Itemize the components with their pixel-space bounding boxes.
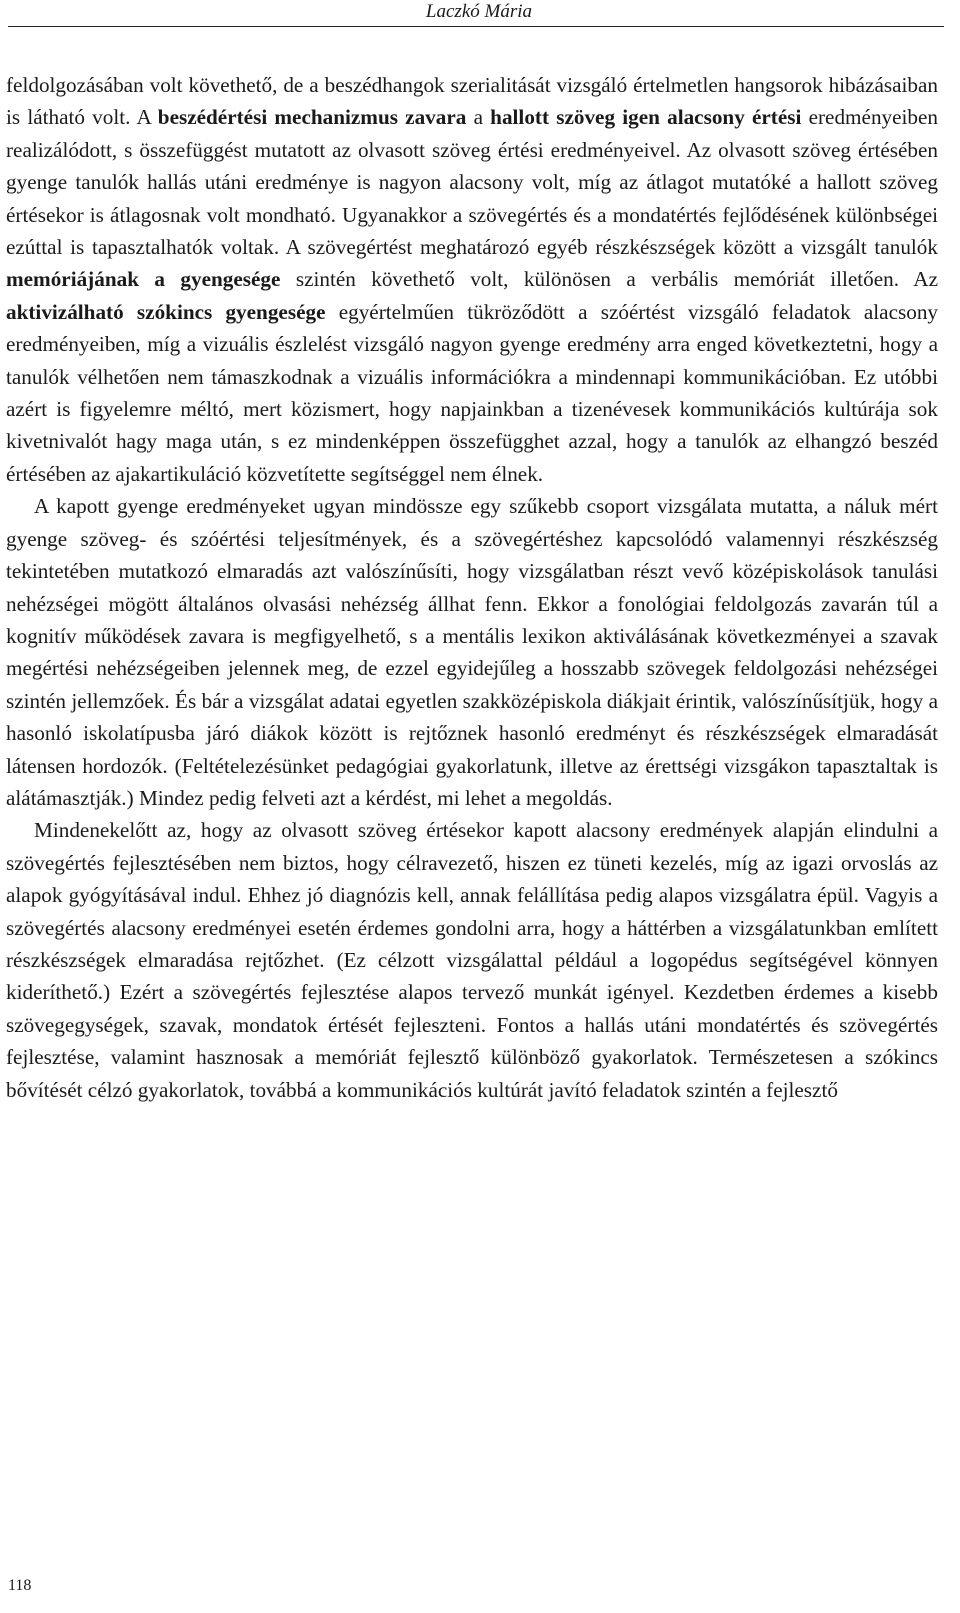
page-number: 118 [8,1577,32,1594]
text-segment: Mindenekelőtt az, hogy az olvasott szöveg értésekor kapott alacsony eredmények alapján elindulni a szövegértés fejlesztésében nem biztos, hogy célravezető, hiszen ez tüneti kezelés, míg az igazi orvoslás az alapok gyógyításával indul. Ehhez jó diagnózis kell, annak felállítása pedig alapos vizsgálatra épül. Vagyis a szövegértés alacsony eredményei esetén érdemes gondolni arra, hogy a háttérben a vizsgálatunkban említett részkészségek elmaradása rejtőzhet. (Ez célzott vizsgálattal például a logopédus segítségével könnyen kideríthető.) Ezért a szövegértés fejlesztése alapos tervező munkát igényel. Kezdetben érdemes a kisebb szövegegységek, szavak, mondatok értését fejleszteni. Fontos a hallás utáni mondatértés és szövegértés fejlesztése, valamint hasznosak a memóriát fejlesztő különböző gyakorlatok. Természetesen a szókincs bővítését célzó gyakorlatok, továbbá a kommunikációs kultúrát javító feladatok szintén a fejlesztő [6,818,938,1102]
paragraph-1 [6,69,938,490]
bold-term: beszédértési mechanizmus zavara [157,105,467,130]
text-segment: A kapott gyenge eredményeket ugyan mindössze egy szűkebb csoport vizsgálata mutatta, a náluk mért gyenge szöveg- és szóértési teljesítmények, és a szövegértéshez kapcsolódó valamennyi részkészség tekintetében mutatkozó elmaradás azt valószínűsíti, hogy vizsgálatban részt vevő középiskolások tanulási nehézségei mögött általános olvasási nehézség állhat fenn. Ekkor a fonológiai feldolgozás zavarán túl a kognitív működések zavara is megfigyelhető, s a mentális lexikon aktiválásának következményei a szavak megértési nehézségeiben jelennek meg, de ezzel egyidejűleg a hosszabb szövegek feldolgozási nehézségei szintén jellemzőek. És bár a vizsgálat adatai egyetlen szakközépiskola diákjait érintik, valószínűsítjük, hogy a hasonló iskolatípusba járó diákok között is rejtőznek hasonló eredményt és részkészségek elmaradását látensen hordozók. (Feltételezésünket pedagógiai gyakorlatunk, illetve az érettségi vizsgákon tapasztaltak is alátámasztják.) Mindez pedig felveti azt a kérdést, mi lehet a megoldás. [6,494,938,810]
paragraph-3 [6,814,938,1106]
running-header-title: Laczkó Mária [425,1,532,22]
text-segment: szintén követhető volt, különösen a verbális memóriát illetően. Az [280,267,938,292]
text-segment: a [466,105,491,130]
text-segment: egyértelműen tükröződött a szóértést vizsgáló feladatok alacsony eredményeiben, míg a vizuális észlelést vizsgáló nagyon gyenge eredmény arra enged következtetni, hogy a tanulók vélhetően nem támaszkodnak a vizuális információkra a mindennapi kommunikációban. Ez utóbbi azért is figyelemre méltó, mert közismert, hogy napjainkban a tizenévesek kommunikációs kultúrája sok kivetnivalót hagy maga után, s ez mindenképpen összefügghet azzal, hogy a tanulók az elhangzó beszéd értésében az ajakartikuláció közvetítette segítséggel nem élnek. [6,299,939,486]
bold-term: memóriájának a gyengesége [6,267,281,292]
text-segment: eredményeiben realizálódott, s összefüggést mutatott az olvasott szöveg értési eredményeivel. Az olvasott szöveg értésében gyenge tanulók hallás utáni eredménye is nagyon alacsony volt, míg az átlagot mutatóké a hallott szöveg értésekor is átlagosnak volt mondható. Ugyanakkor a szövegértés és a mondatértés fejlődésének különbségei ezúttal is tapasztalhatók voltak. A szövegértést meghatározó egyéb részkészségek között a vizsgált tanulók [6,105,939,260]
running-header [8,0,944,27]
bold-term: aktivizálható szókincs gyengesége [6,299,326,324]
paragraph-2 [6,490,938,814]
bold-term: hallott szöveg igen alacsony értési [490,105,802,130]
text-segment: feldolgozásában volt követhető, de a beszédhangok szerialitását vizsgáló értelmetlen hangsorok hibázásaiban is látható volt. A [6,73,938,130]
body-text [6,69,938,1106]
